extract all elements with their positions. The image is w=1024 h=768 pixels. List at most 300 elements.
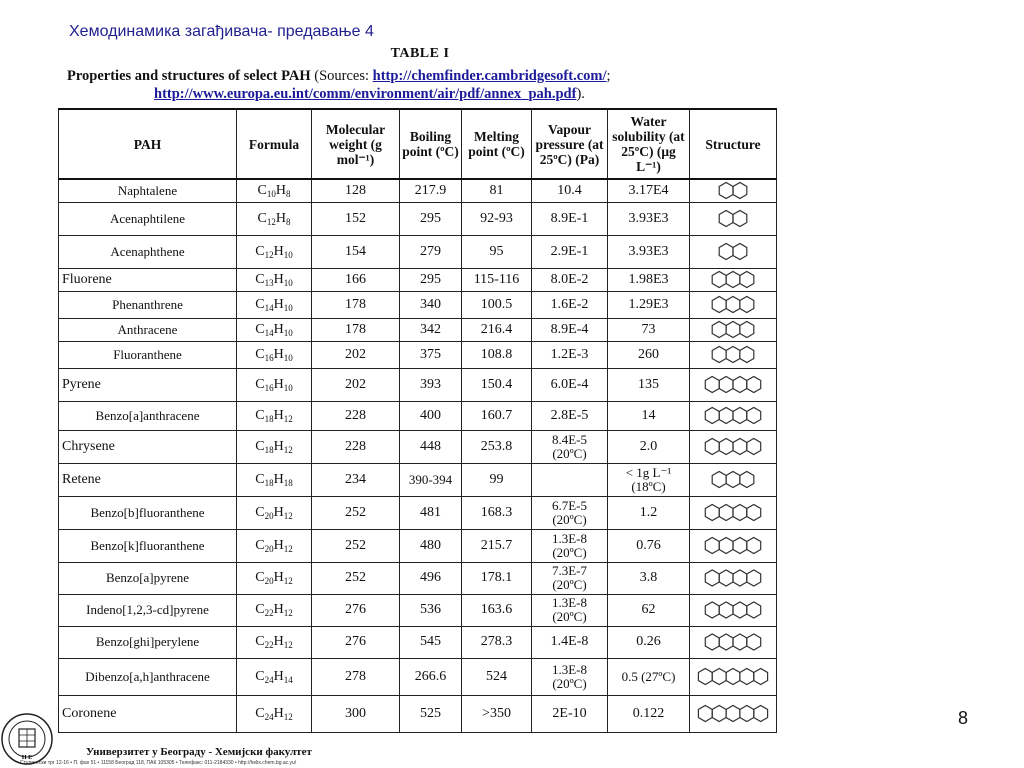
ring-hexagon	[733, 634, 747, 650]
element-symbol: C	[257, 182, 267, 198]
ring-hexagon	[719, 570, 733, 586]
vapour-pressure: 6.0E-4	[532, 368, 608, 401]
ring-hexagon	[740, 347, 754, 363]
melting-point: 253.8	[462, 430, 532, 463]
ring-hexagon	[747, 634, 761, 650]
table-row	[59, 529, 777, 562]
ring-hexagon	[719, 538, 733, 554]
boiling-point: 340	[400, 291, 462, 318]
pah-name: Benzo[ghi]perylene	[59, 626, 237, 658]
vapour-pressure: 2.9E-1	[532, 235, 608, 268]
element-symbol: C	[255, 570, 265, 585]
ring-hexagon	[719, 408, 733, 424]
structure-drawing	[695, 564, 771, 592]
ring-hexagon	[712, 272, 726, 288]
vapour-pressure: 1.2E-3	[532, 341, 608, 368]
ring-hexagon	[705, 377, 719, 393]
table-row	[59, 695, 777, 732]
formula	[237, 658, 312, 695]
faculty-address: Студентски трг 12-16 • П. фах 51 • 11158 Београд 118, ПАК 105305 • Телефакс: 011-2184330 • http://helix.chem.bg.ac.yu/	[20, 760, 297, 766]
ring-hexagon	[705, 570, 719, 586]
melting-point: 95	[462, 235, 532, 268]
water-solubility: 3.8	[608, 562, 690, 594]
atom-count: 12	[283, 711, 293, 722]
header-molecular-weight: Molecular weight (g mol⁻¹)	[312, 109, 400, 179]
water-solubility: 3.93E3	[608, 235, 690, 268]
element-symbol: C	[255, 504, 265, 520]
molecular-weight: 128	[312, 179, 400, 202]
pah-name: Fluorene	[59, 268, 237, 291]
element-symbol: C	[255, 602, 265, 617]
element-symbol: H	[273, 243, 284, 259]
boiling-point: 279	[400, 235, 462, 268]
structure-drawing	[695, 237, 771, 266]
vapour-pressure: 1.3E-8 (20ºC)	[532, 529, 608, 562]
table-sources	[67, 67, 787, 103]
vapour-pressure: 8.4E-5 (20ºC)	[532, 430, 608, 463]
structure-drawing	[695, 432, 771, 461]
element-symbol: H	[273, 705, 284, 721]
atom-count: 24	[264, 711, 274, 722]
ring-hexagon	[754, 706, 768, 722]
ring-hexagon	[740, 669, 754, 685]
pah-name: Coronene	[59, 695, 237, 732]
element-symbol: H	[273, 271, 284, 287]
boiling-point: 525	[400, 695, 462, 732]
ring-hexagon	[733, 211, 747, 227]
vapour-pressure: 8.0E-2	[532, 268, 608, 291]
atom-count: 12	[283, 608, 293, 618]
structure-drawing	[695, 403, 771, 428]
element-symbol: H	[273, 668, 284, 684]
atom-count: 20	[264, 510, 274, 521]
atom-count: 16	[264, 352, 274, 363]
atom-count: 8	[285, 216, 291, 227]
atom-count: 24	[264, 674, 274, 685]
structure-drawing	[695, 628, 771, 656]
structure-cell	[690, 562, 777, 594]
pah-name: Benzo[a]pyrene	[59, 562, 237, 594]
sources-open: (Sources:	[314, 68, 370, 84]
melting-point: 168.3	[462, 496, 532, 529]
table-row	[59, 562, 777, 594]
structure-cell	[690, 318, 777, 341]
atom-count: 12	[283, 576, 293, 586]
ring-hexagon	[705, 538, 719, 554]
element-symbol: H	[273, 321, 284, 337]
structure-drawing	[695, 293, 771, 316]
ring-hexagon	[726, 297, 740, 313]
ring-hexagon	[712, 472, 726, 488]
formula	[237, 368, 312, 401]
structure-drawing	[695, 660, 771, 693]
vapour-pressure: 2E-10	[532, 695, 608, 732]
molecular-weight: 252	[312, 562, 400, 594]
table-row	[59, 594, 777, 626]
ring-hexagon	[712, 669, 726, 685]
water-solubility: 0.5 (27ºC)	[608, 658, 690, 695]
pah-name: Phenanthrene	[59, 291, 237, 318]
boiling-point: 545	[400, 626, 462, 658]
vapour-pressure: 1.6E-2	[532, 291, 608, 318]
element-symbol: C	[255, 296, 265, 312]
water-solubility: 260	[608, 341, 690, 368]
element-symbol: H	[275, 210, 286, 226]
pah-name: Benzo[a]anthracene	[59, 401, 237, 430]
atom-count: 20	[264, 576, 274, 586]
ring-hexagon	[747, 408, 761, 424]
ring-hexagon	[698, 706, 712, 722]
atom-count: 18	[264, 477, 274, 488]
formula	[237, 268, 312, 291]
atom-count: 12	[283, 444, 293, 455]
element-symbol: C	[255, 376, 265, 392]
formula	[237, 626, 312, 658]
element-symbol: H	[273, 634, 284, 649]
water-solubility: 14	[608, 401, 690, 430]
melting-point: 160.7	[462, 401, 532, 430]
atom-count: 10	[283, 302, 293, 313]
formula	[237, 291, 312, 318]
element-symbol: C	[255, 634, 265, 649]
molecular-weight: 228	[312, 401, 400, 430]
element-symbol: C	[255, 407, 265, 423]
atom-count: 16	[264, 382, 274, 393]
molecular-weight: 276	[312, 594, 400, 626]
element-symbol: C	[257, 210, 267, 226]
ring-hexagon	[705, 505, 719, 521]
element-symbol: C	[255, 705, 265, 721]
water-solubility: 135	[608, 368, 690, 401]
ring-hexagon	[726, 347, 740, 363]
ring-hexagon	[747, 377, 761, 393]
boiling-point: 390-394	[400, 463, 462, 496]
atom-count: 8	[285, 188, 291, 199]
boiling-point: 536	[400, 594, 462, 626]
ring-hexagon	[733, 538, 747, 554]
structure-drawing	[695, 596, 771, 624]
water-solubility: 73	[608, 318, 690, 341]
ring-hexagon	[747, 602, 761, 618]
pah-name: Naphtalene	[59, 179, 237, 202]
ring-hexagon	[740, 272, 754, 288]
molecular-weight: 278	[312, 658, 400, 695]
structure-cell	[690, 235, 777, 268]
formula	[237, 529, 312, 562]
element-symbol: H	[273, 471, 284, 487]
sources-separator: ;	[606, 68, 611, 84]
formula	[237, 318, 312, 341]
vapour-pressure: 2.8E-5	[532, 401, 608, 430]
element-symbol: H	[273, 376, 284, 392]
ring-hexagon	[719, 505, 733, 521]
atom-count: 10	[283, 277, 293, 288]
melting-point: 178.1	[462, 562, 532, 594]
pah-name: Benzo[b]fluoranthene	[59, 496, 237, 529]
structure-cell	[690, 658, 777, 695]
water-solubility: 1.2	[608, 496, 690, 529]
vapour-pressure: 1.3E-8 (20ºC)	[532, 658, 608, 695]
element-symbol: C	[255, 668, 265, 684]
structure-cell	[690, 179, 777, 202]
ring-hexagon	[712, 322, 726, 338]
structure-cell	[690, 202, 777, 235]
atom-count: 10	[283, 249, 293, 260]
table-row	[59, 368, 777, 401]
atom-count: 10	[283, 327, 293, 338]
structure-drawing	[695, 343, 771, 366]
ring-hexagon	[726, 706, 740, 722]
structure-cell	[690, 268, 777, 291]
molecular-weight: 228	[312, 430, 400, 463]
atom-count: 10	[283, 352, 293, 363]
structure-cell	[690, 291, 777, 318]
ring-hexagon	[705, 439, 719, 455]
atom-count: 12	[266, 216, 276, 227]
ring-hexagon	[754, 669, 768, 685]
molecular-weight: 166	[312, 268, 400, 291]
university-seal-logo	[0, 712, 54, 766]
vapour-pressure: 1.3E-8 (20ºC)	[532, 594, 608, 626]
element-symbol: H	[273, 438, 284, 454]
atom-count: 10	[283, 382, 293, 393]
ring-hexagon	[712, 347, 726, 363]
pah-name: Anthracene	[59, 318, 237, 341]
structure-cell	[690, 496, 777, 529]
water-solubility: 1.29E3	[608, 291, 690, 318]
pah-name: Pyrene	[59, 368, 237, 401]
melting-point: 524	[462, 658, 532, 695]
structure-drawing	[695, 498, 771, 527]
formula	[237, 562, 312, 594]
water-solubility: < 1g L⁻¹ (18ºC)	[608, 463, 690, 496]
pah-name: Retene	[59, 463, 237, 496]
structure-drawing	[695, 370, 771, 399]
svg-text:H E: H E	[21, 755, 33, 761]
boiling-point: 480	[400, 529, 462, 562]
melting-point: 150.4	[462, 368, 532, 401]
atom-count: 18	[264, 413, 274, 424]
atom-count: 12	[264, 249, 274, 260]
element-symbol: C	[255, 321, 265, 337]
ring-hexagon	[733, 377, 747, 393]
source-link-chemfinder[interactable]: http://chemfinder.cambridgesoft.com/	[372, 68, 607, 84]
structure-drawing	[695, 270, 771, 289]
atom-count: 14	[264, 302, 274, 313]
boiling-point: 448	[400, 430, 462, 463]
vapour-pressure	[532, 463, 608, 496]
page-number: 8	[957, 708, 968, 728]
melting-point: 115-116	[462, 268, 532, 291]
vapour-pressure: 7.3E-7 (20ºC)	[532, 562, 608, 594]
structure-drawing	[695, 531, 771, 560]
sources-lead: Properties and structures of select PAH	[67, 68, 311, 84]
element-symbol: C	[255, 243, 265, 259]
ring-hexagon	[733, 408, 747, 424]
header-vapour-pressure: Vapour pressure (at 25ºC) (Pa)	[532, 109, 608, 179]
element-symbol: H	[273, 346, 284, 362]
ring-hexagon	[740, 472, 754, 488]
boiling-point: 342	[400, 318, 462, 341]
ring-hexagon	[747, 570, 761, 586]
molecular-weight: 252	[312, 496, 400, 529]
table-row	[59, 430, 777, 463]
element-symbol: H	[275, 182, 286, 198]
table-row	[59, 401, 777, 430]
header-boiling-point: Boiling point (ºC)	[400, 109, 462, 179]
ring-hexagon	[747, 439, 761, 455]
pah-name: Acenaphtilene	[59, 202, 237, 235]
melting-point: 92-93	[462, 202, 532, 235]
melting-point: 100.5	[462, 291, 532, 318]
vapour-pressure: 10.4	[532, 179, 608, 202]
boiling-point: 496	[400, 562, 462, 594]
ring-hexagon	[740, 322, 754, 338]
vapour-pressure: 1.4E-8	[532, 626, 608, 658]
molecular-weight: 276	[312, 626, 400, 658]
pah-name: Fluoranthene	[59, 341, 237, 368]
atom-count: 12	[283, 543, 293, 554]
structure-cell	[690, 529, 777, 562]
slide-title: Хемодинамика загађивача- предавање 4	[69, 23, 374, 40]
table-row	[59, 658, 777, 695]
element-symbol: H	[273, 407, 284, 423]
atom-count: 13	[264, 277, 274, 288]
atom-count: 12	[283, 640, 293, 650]
structure-cell	[690, 695, 777, 732]
table-caption: TABLE I	[390, 46, 450, 61]
ring-hexagon	[719, 377, 733, 393]
table-row	[59, 341, 777, 368]
water-solubility: 3.93E3	[608, 202, 690, 235]
ring-hexagon	[712, 297, 726, 313]
atom-count: 22	[264, 640, 274, 650]
pah-name: Benzo[k]fluoranthene	[59, 529, 237, 562]
melting-point: 216.4	[462, 318, 532, 341]
table-row	[59, 318, 777, 341]
table-row	[59, 626, 777, 658]
ring-hexagon	[712, 706, 726, 722]
water-solubility: 0.26	[608, 626, 690, 658]
molecular-weight: 152	[312, 202, 400, 235]
ring-hexagon	[733, 183, 747, 199]
water-solubility: 1.98E3	[608, 268, 690, 291]
ring-hexagon	[698, 669, 712, 685]
melting-point: 278.3	[462, 626, 532, 658]
header-formula: Formula	[237, 109, 312, 179]
formula	[237, 430, 312, 463]
boiling-point: 481	[400, 496, 462, 529]
ring-hexagon	[740, 706, 754, 722]
element-symbol: H	[273, 504, 284, 520]
structure-drawing	[695, 320, 771, 339]
table-row	[59, 496, 777, 529]
molecular-weight: 252	[312, 529, 400, 562]
structure-cell	[690, 368, 777, 401]
melting-point: 108.8	[462, 341, 532, 368]
structure-cell	[690, 626, 777, 658]
sources-close: ).	[576, 86, 585, 102]
ring-hexagon	[705, 602, 719, 618]
table-row	[59, 268, 777, 291]
structure-cell	[690, 430, 777, 463]
ring-hexagon	[733, 602, 747, 618]
ring-hexagon	[719, 211, 733, 227]
header-structure: Structure	[690, 109, 777, 179]
ring-hexagon	[733, 244, 747, 260]
water-solubility: 3.17E4	[608, 179, 690, 202]
structure-drawing	[695, 697, 771, 730]
element-symbol: H	[273, 602, 284, 617]
formula	[237, 695, 312, 732]
ring-hexagon	[733, 505, 747, 521]
ring-hexagon	[705, 408, 719, 424]
ring-hexagon	[719, 634, 733, 650]
ring-hexagon	[733, 439, 747, 455]
molecular-weight: 178	[312, 291, 400, 318]
atom-count: 12	[283, 413, 293, 424]
water-solubility: 62	[608, 594, 690, 626]
ring-hexagon	[726, 669, 740, 685]
table-row	[59, 202, 777, 235]
ring-hexagon	[719, 244, 733, 260]
vapour-pressure: 8.9E-1	[532, 202, 608, 235]
atom-count: 18	[264, 444, 274, 455]
structure-cell	[690, 594, 777, 626]
atom-count: 22	[264, 608, 274, 618]
formula	[237, 179, 312, 202]
source-link-europa[interactable]: http://www.europa.eu.int/comm/environment/air/pdf/annex_pah.pdf	[154, 86, 577, 102]
element-symbol: C	[255, 471, 265, 487]
melting-point: 81	[462, 179, 532, 202]
boiling-point: 393	[400, 368, 462, 401]
formula	[237, 463, 312, 496]
water-solubility: 0.76	[608, 529, 690, 562]
ring-hexagon	[719, 183, 733, 199]
boiling-point: 217.9	[400, 179, 462, 202]
pah-name: Chrysene	[59, 430, 237, 463]
element-symbol: C	[255, 271, 265, 287]
structure-drawing	[695, 465, 771, 494]
element-symbol: C	[255, 537, 265, 553]
table-row	[59, 235, 777, 268]
pah-name: Acenaphthene	[59, 235, 237, 268]
formula	[237, 202, 312, 235]
header-melting-point: Melting point (ºC)	[462, 109, 532, 179]
melting-point: 163.6	[462, 594, 532, 626]
element-symbol: H	[273, 296, 284, 312]
atom-count: 18	[283, 477, 293, 488]
atom-count: 20	[264, 543, 274, 554]
boiling-point: 400	[400, 401, 462, 430]
structure-cell	[690, 463, 777, 496]
element-symbol: C	[255, 346, 265, 362]
water-solubility: 0.122	[608, 695, 690, 732]
molecular-weight: 202	[312, 341, 400, 368]
table-row	[59, 291, 777, 318]
melting-point: 215.7	[462, 529, 532, 562]
pah-name: Indeno[1,2,3-cd]pyrene	[59, 594, 237, 626]
vapour-pressure: 8.9E-4	[532, 318, 608, 341]
pah-name: Dibenzo[a,h]anthracene	[59, 658, 237, 695]
melting-point: 99	[462, 463, 532, 496]
table-body	[59, 179, 777, 732]
element-symbol: H	[273, 570, 284, 585]
ring-hexagon	[733, 570, 747, 586]
formula	[237, 594, 312, 626]
ring-hexagon	[747, 505, 761, 521]
molecular-weight: 154	[312, 235, 400, 268]
